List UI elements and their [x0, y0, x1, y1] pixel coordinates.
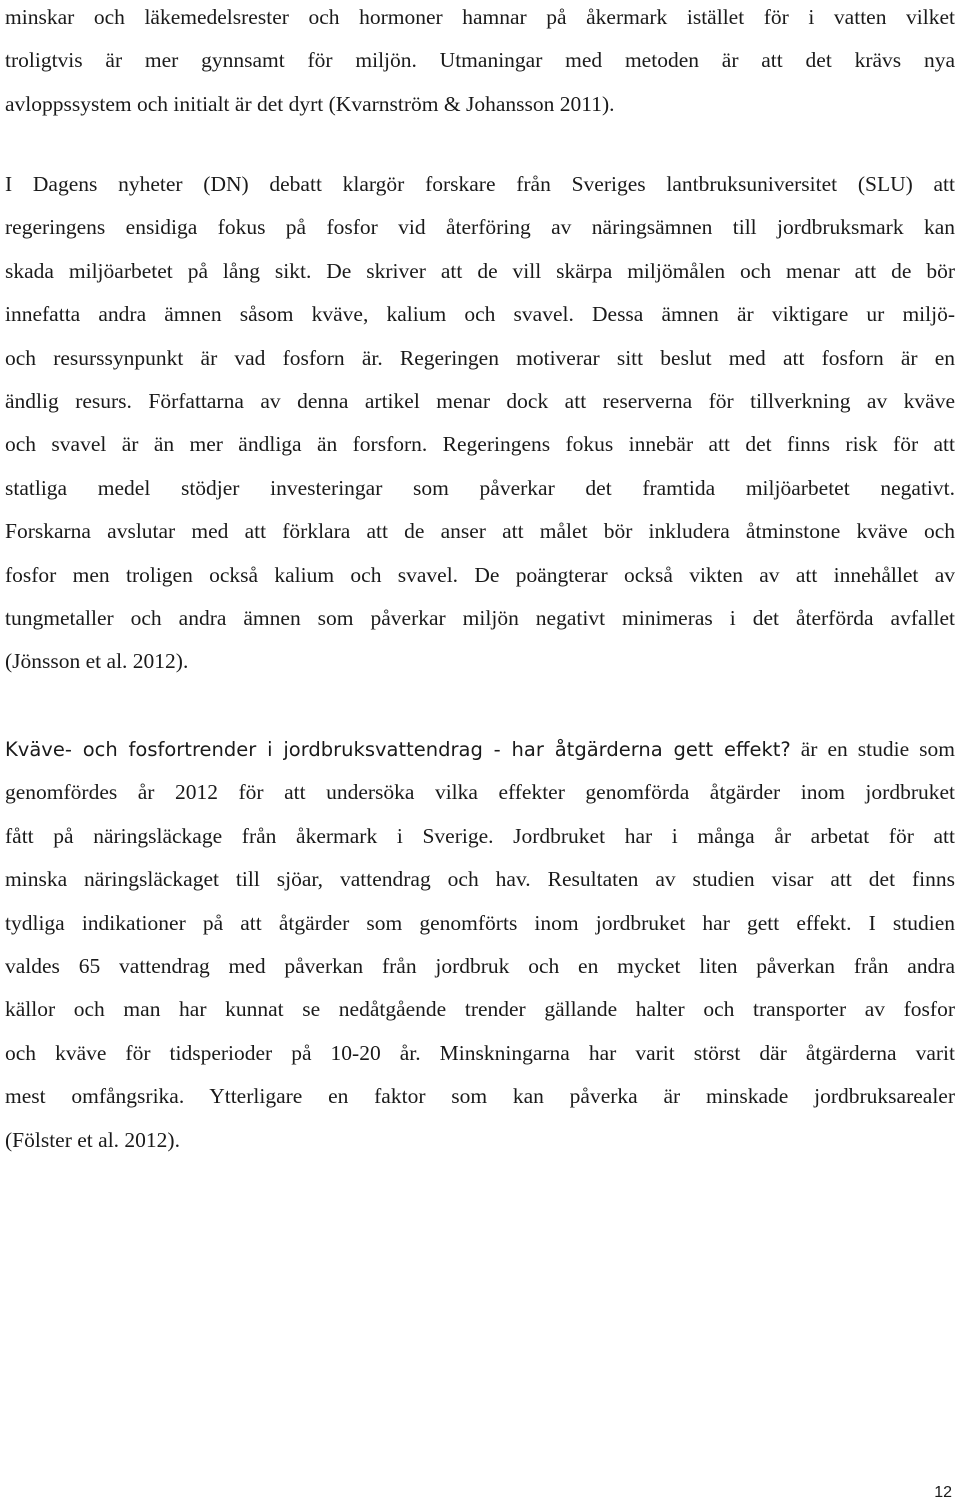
text-line: och kväve för tidsperioder på 10-20 år. Minskningarna har varit störst där åtgärderna varit [5, 1040, 955, 1065]
text-line: tungmetaller och andra ämnen som påverkar miljön negativt minimeras i det återförda avfallet [5, 605, 955, 630]
text-line: mest omfångsrika. Ytterligare en faktor som kan påverka är minskade jordbruksarealer [5, 1084, 955, 1109]
page-number: 12 [934, 1484, 952, 1501]
text-line: tydliga indikationer på att åtgärder som genomförts inom jordbruket har gett effekt. I studien [5, 910, 955, 935]
text-line: avloppssystem och initialt är det dyrt (Kvarnström & Johansson 2011). [5, 91, 615, 116]
text-line: fosfor men troligen också kalium och svavel. De poängterar också vikten av att innehållet av [5, 562, 955, 587]
text-line: källor och man har kunnat se nedåtgående trender gällande halter och transporter av fosfor [5, 997, 955, 1022]
text-line: ändlig resurs. Författarna av denna artikel menar dock att reserverna för tillverkning av kväve [5, 388, 955, 413]
text-line: I Dagens nyheter (DN) debatt klargör forskare från Sveriges lantbruksuniversitet (SLU) att [5, 172, 955, 196]
paragraph-continuation [5, 0, 955, 126]
text-line: minska näringsläckaget till sjöar, vattendrag och hav. Resultaten av studien visar att det finns [5, 867, 955, 892]
text-line: och resurssynpunkt är vad fosforn är. Regeringen motiverar sitt beslut med att fosforn är en [5, 345, 955, 370]
text-run: är en studie som [790, 737, 955, 761]
text-line: genomfördes år 2012 för att undersöka vilka effekter genomförda åtgärder inom jordbruket [5, 780, 955, 805]
paragraph-dn-debatt [5, 163, 955, 684]
text-line: statliga medel stödjer investeringar som påverkar det framtida miljöarbetet negativt. [5, 475, 955, 500]
text-line: minskar och läkemedelsrester och hormoner hamnar på åkermark istället för i vatten vilket [5, 5, 955, 29]
text-line [5, 728, 955, 771]
paragraph-studie [5, 728, 955, 1162]
text-line: skada miljöarbetet på lång sikt. De skriver att de vill skärpa miljömålen och menar att de bör [5, 258, 955, 283]
study-title: Kväve- och fosfortrender i jordbruksvattendrag - har åtgärderna gett effekt? [5, 738, 791, 761]
text-line: (Fölster et al. 2012). [5, 1127, 180, 1152]
text-line: innefatta andra ämnen såsom kväve, kalium och svavel. Dessa ämnen är viktigare ur miljö- [5, 302, 955, 327]
text-line: Forskarna avslutar med att förklara att de anser att målet bör inkludera åtminstone kväve och [5, 519, 955, 544]
text-line: valdes 65 vattendrag med påverkan från jordbruk och en mycket liten påverkan från andra [5, 953, 955, 978]
text-line: troligtvis är mer gynnsamt för miljön. Utmaningar med metoden är att det krävs nya [5, 48, 955, 73]
text-line: fått på näringsläckage från åkermark i Sverige. Jordbruket har i många år arbetat för att [5, 823, 955, 848]
text-line: (Jönsson et al. 2012). [5, 649, 189, 674]
text-line: regeringens ensidiga fokus på fosfor vid återföring av näringsämnen till jordbruksmark kan [5, 215, 955, 240]
text-line: och svavel är än mer ändliga än forsforn. Regeringens fokus innebär att det finns risk för att [5, 432, 955, 457]
